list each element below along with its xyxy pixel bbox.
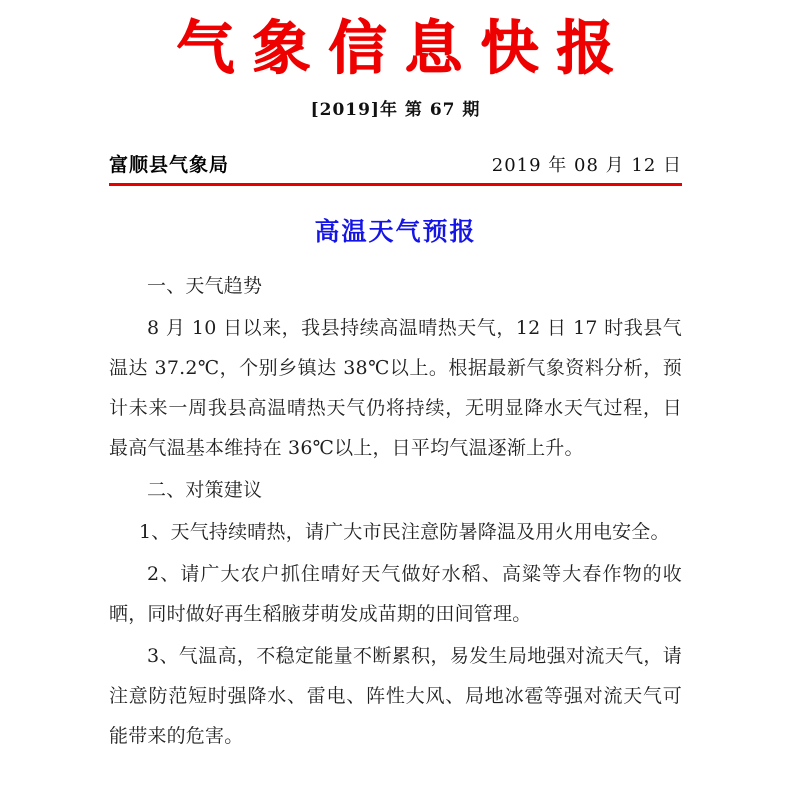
- issuer-row: [109, 150, 682, 186]
- document-body: [109, 266, 682, 756]
- masthead-title: 气象信息快报: [176, 14, 633, 82]
- paragraph-weather-trend: 8 月 10 日以来，我县持续高温晴热天气，12 日 17 时我县气温达 37.2℃，个别乡镇达 38℃以上。根据最新气象资料分析，预计未来一周我县高温晴热天气仍将持续，无明显降水天气过程，日最高气温基本维持在 36℃以上，日平均气温逐渐上升。: [109, 317, 682, 460]
- masthead: [0, 0, 791, 120]
- countermeasure-item-1: 1、天气持续晴热，请广大市民注意防暑降温及用火用电安全。: [139, 521, 670, 544]
- document-title: 高温天气预报: [314, 217, 477, 247]
- countermeasure-item-3: 3、气温高，不稳定能量不断累积，易发生局地强对流天气，请注意防范短时强降水、雷电、阵性大风、局地冰雹等强对流天气可能带来的危害。: [109, 645, 682, 748]
- section-heading-countermeasures: 二、对策建议: [147, 479, 263, 502]
- countermeasure-item-2: 2、请广大农户抓住晴好天气做好水稻、高粱等大春作物的收晒，同时做好再生稻腋芽萌发成苗期的田间管理。: [109, 563, 682, 626]
- issuing-organization: 富顺县气象局: [109, 154, 230, 177]
- issue-date: 2019 年 08 月 12 日: [491, 155, 682, 177]
- section-heading-weather-trend: 一、天气趋势: [147, 275, 263, 298]
- masthead-issue-number: [2019]年 第 67 期: [310, 100, 481, 121]
